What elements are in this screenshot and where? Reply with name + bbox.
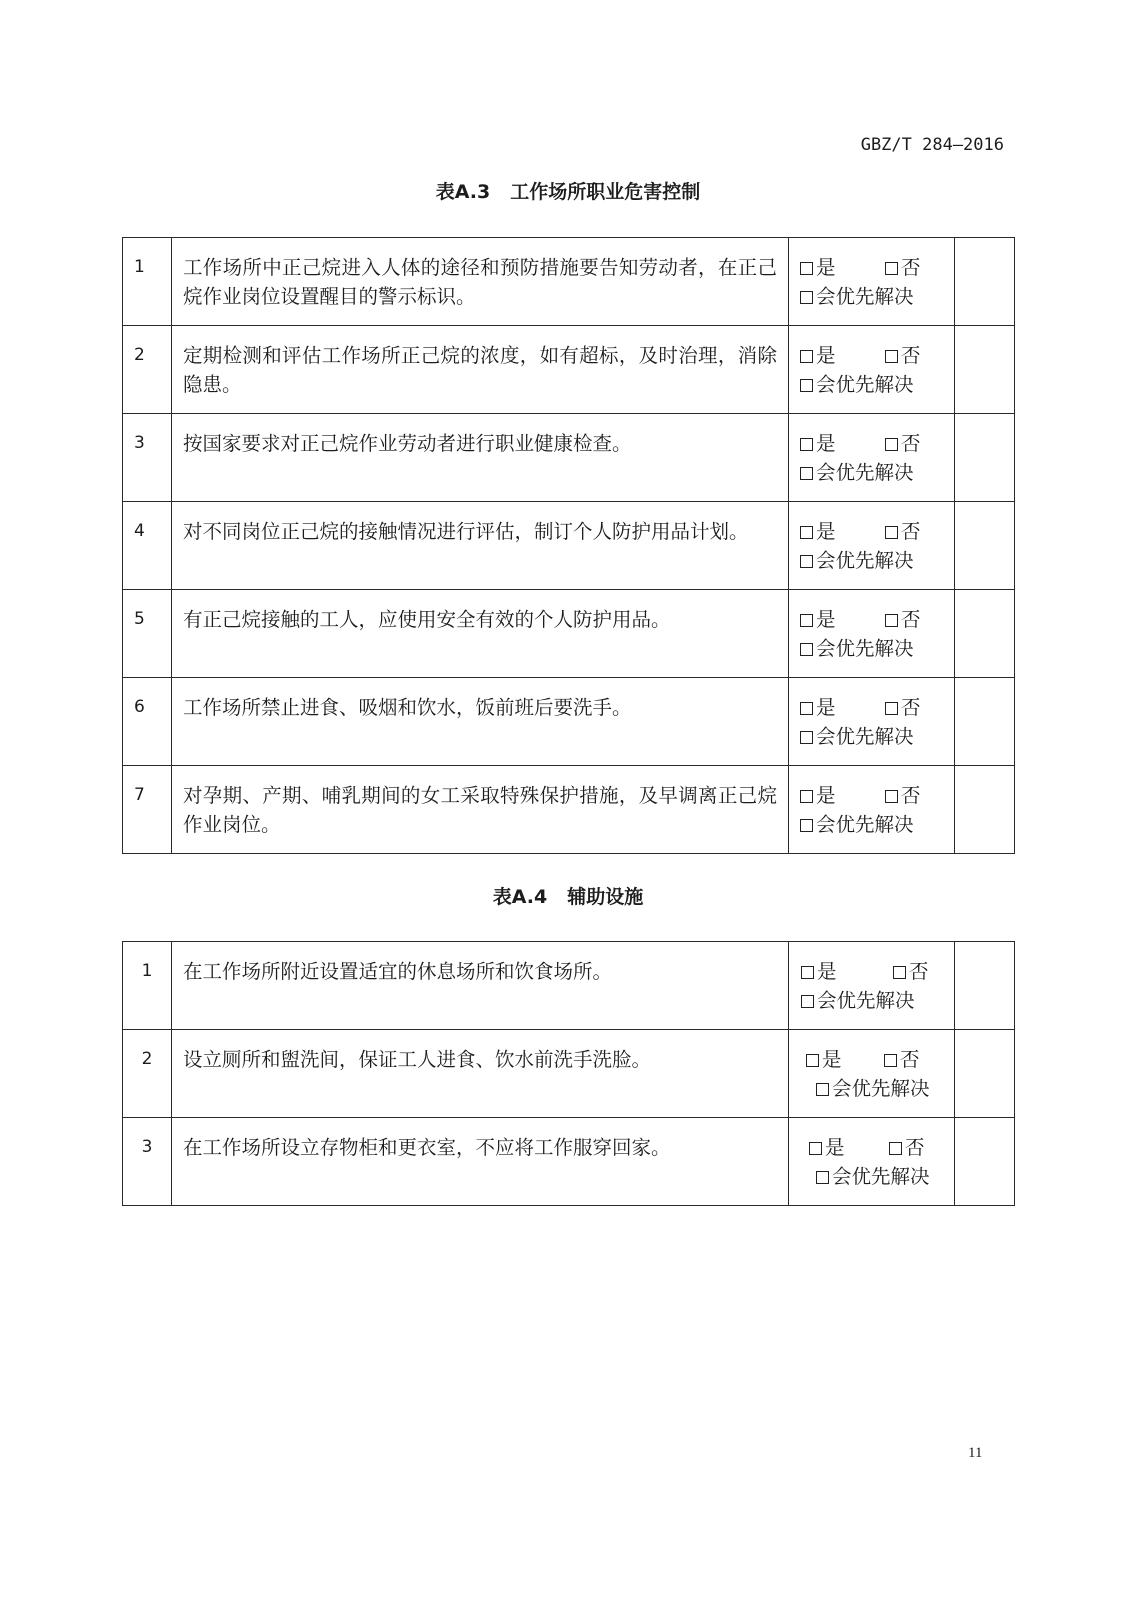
requirement-text: 对孕期、产期、哺乳期间的女工采取特殊保护措施，及早调离正己烷作业岗位。 <box>172 766 789 854</box>
table-a3-label: 表A.3 <box>435 181 491 203</box>
table-row <box>123 502 1015 590</box>
requirement-text: 有正己烷接触的工人，应使用安全有效的个人防护用品。 <box>172 590 789 678</box>
remarks-cell <box>955 590 1015 678</box>
option-priority[interactable] <box>816 1074 930 1103</box>
option-yes-label: 是 <box>816 520 836 543</box>
row-number: 3 <box>123 414 172 502</box>
requirement-text: 设立厕所和盥洗间，保证工人进食、饮水前洗手洗脸。 <box>172 1030 789 1118</box>
remarks-cell <box>955 414 1015 502</box>
checkbox[interactable] <box>800 379 813 392</box>
checkbox[interactable] <box>884 1054 897 1067</box>
row-number: 2 <box>123 1030 172 1118</box>
option-yes-label: 是 <box>817 960 837 983</box>
remarks-cell <box>955 1118 1015 1206</box>
option-yes[interactable] <box>800 605 836 634</box>
option-yes-label: 是 <box>816 784 836 807</box>
option-priority[interactable] <box>800 546 914 575</box>
option-priority-label: 会优先解决 <box>816 637 914 660</box>
requirement-text: 工作场所中正己烷进入人体的途径和预防措施要告知劳动者，在正己烷作业岗位设置醒目的警示标识。 <box>172 238 789 326</box>
hazard-control-table <box>122 237 1015 854</box>
checkbox[interactable] <box>885 614 898 627</box>
option-yes[interactable] <box>809 1133 845 1162</box>
row-number: 2 <box>123 326 172 414</box>
checkbox[interactable] <box>885 438 898 451</box>
remarks-cell <box>955 238 1015 326</box>
row-number: 5 <box>123 590 172 678</box>
remarks-cell <box>955 326 1015 414</box>
checkbox[interactable] <box>885 350 898 363</box>
option-priority[interactable] <box>800 722 914 751</box>
option-no[interactable] <box>889 1133 925 1162</box>
option-no[interactable] <box>885 429 921 458</box>
page-number: 11 <box>968 1445 983 1461</box>
answer-options <box>789 942 955 1030</box>
row-number: 1 <box>123 942 172 1030</box>
option-priority[interactable] <box>800 634 914 663</box>
option-no[interactable] <box>885 517 921 546</box>
requirement-text: 工作场所禁止进食、吸烟和饮水，饭前班后要洗手。 <box>172 678 789 766</box>
requirement-text: 按国家要求对正己烷作业劳动者进行职业健康检查。 <box>172 414 789 502</box>
option-yes[interactable] <box>800 693 836 722</box>
option-priority-label: 会优先解决 <box>816 373 914 396</box>
checkbox[interactable] <box>885 262 898 275</box>
option-yes[interactable] <box>800 517 836 546</box>
checkbox[interactable] <box>800 262 813 275</box>
option-no-label: 否 <box>900 1048 920 1071</box>
option-yes-label: 是 <box>816 256 836 279</box>
table-row <box>123 678 1015 766</box>
auxiliary-facilities-table <box>122 941 1015 1206</box>
option-priority[interactable] <box>800 810 914 839</box>
checkbox[interactable] <box>800 731 813 744</box>
checkbox[interactable] <box>800 438 813 451</box>
checkbox[interactable] <box>893 966 906 979</box>
option-yes-label: 是 <box>822 1048 842 1071</box>
option-yes[interactable] <box>806 1045 842 1074</box>
checkbox[interactable] <box>816 1083 829 1096</box>
checkbox[interactable] <box>800 614 813 627</box>
option-no[interactable] <box>885 605 921 634</box>
remarks-cell <box>955 766 1015 854</box>
option-no[interactable] <box>885 693 921 722</box>
option-priority[interactable] <box>800 458 914 487</box>
row-number: 3 <box>123 1118 172 1206</box>
requirement-text: 定期检测和评估工作场所正己烷的浓度，如有超标，及时治理，消除隐患。 <box>172 326 789 414</box>
table-row <box>123 590 1015 678</box>
option-no-label: 否 <box>901 696 921 719</box>
option-yes[interactable] <box>800 341 836 370</box>
row-number: 6 <box>123 678 172 766</box>
option-no[interactable] <box>885 253 921 282</box>
option-yes[interactable] <box>800 781 836 810</box>
answer-options <box>789 238 955 326</box>
remarks-cell <box>955 1030 1015 1118</box>
standard-code: GBZ/T 284—2016 <box>860 135 1004 155</box>
option-priority[interactable] <box>816 1162 930 1191</box>
answer-options <box>789 1030 955 1118</box>
option-yes[interactable] <box>800 253 836 282</box>
answer-options <box>789 766 955 854</box>
option-no[interactable] <box>893 957 929 986</box>
checkbox[interactable] <box>800 702 813 715</box>
option-priority[interactable] <box>800 282 914 311</box>
option-priority-label: 会优先解决 <box>816 725 914 748</box>
remarks-cell <box>955 678 1015 766</box>
option-yes-label: 是 <box>825 1136 845 1159</box>
option-yes-label: 是 <box>816 432 836 455</box>
option-no-label: 否 <box>901 432 921 455</box>
checkbox[interactable] <box>800 350 813 363</box>
option-priority-label: 会优先解决 <box>832 1077 930 1100</box>
option-yes[interactable] <box>801 957 837 986</box>
checkbox[interactable] <box>800 790 813 803</box>
requirement-text: 在工作场所附近设置适宜的休息场所和饮食场所。 <box>172 942 789 1030</box>
table-a4-label: 表A.4 <box>492 886 548 908</box>
checkbox[interactable] <box>801 995 814 1008</box>
answer-options <box>789 590 955 678</box>
option-no-label: 否 <box>901 608 921 631</box>
checkbox[interactable] <box>800 643 813 656</box>
option-no-label: 否 <box>901 784 921 807</box>
option-priority-label: 会优先解决 <box>832 1165 930 1188</box>
option-yes-label: 是 <box>816 344 836 367</box>
option-priority[interactable] <box>800 370 914 399</box>
checkbox[interactable] <box>816 1171 829 1184</box>
option-no-label: 否 <box>901 256 921 279</box>
checkbox[interactable] <box>885 790 898 803</box>
answer-options <box>789 326 955 414</box>
option-yes[interactable] <box>800 429 836 458</box>
answer-options <box>789 502 955 590</box>
option-priority-label: 会优先解决 <box>816 813 914 836</box>
option-no[interactable] <box>885 781 921 810</box>
table-row <box>123 326 1015 414</box>
requirement-text: 对不同岗位正己烷的接触情况进行评估，制订个人防护用品计划。 <box>172 502 789 590</box>
option-priority-label: 会优先解决 <box>816 285 914 308</box>
row-number: 7 <box>123 766 172 854</box>
option-no-label: 否 <box>901 344 921 367</box>
option-no-label: 否 <box>901 520 921 543</box>
row-number: 4 <box>123 502 172 590</box>
table-row <box>123 414 1015 502</box>
table-row <box>123 766 1015 854</box>
table-a3-title <box>122 180 1014 204</box>
table-a4-title <box>122 885 1014 909</box>
checkbox[interactable] <box>806 1054 819 1067</box>
option-no[interactable] <box>885 341 921 370</box>
option-no-label: 否 <box>905 1136 925 1159</box>
table-row <box>123 238 1015 326</box>
checkbox[interactable] <box>885 702 898 715</box>
option-yes-label: 是 <box>816 696 836 719</box>
table-row <box>123 1030 1015 1118</box>
table-row <box>123 942 1015 1030</box>
answer-options <box>789 1118 955 1206</box>
checkbox[interactable] <box>800 526 813 539</box>
checkbox[interactable] <box>800 555 813 568</box>
remarks-cell <box>955 502 1015 590</box>
table-row <box>123 1118 1015 1206</box>
checkbox[interactable] <box>800 467 813 480</box>
option-no-label: 否 <box>909 960 929 983</box>
row-number: 1 <box>123 238 172 326</box>
option-priority[interactable] <box>801 986 915 1015</box>
requirement-text: 在工作场所设立存物柜和更衣室，不应将工作服穿回家。 <box>172 1118 789 1206</box>
option-priority-label: 会优先解决 <box>817 989 915 1012</box>
checkbox[interactable] <box>885 526 898 539</box>
table-a3-name: 工作场所职业危害控制 <box>510 181 701 203</box>
checkbox[interactable] <box>889 1142 902 1155</box>
option-no[interactable] <box>884 1045 920 1074</box>
answer-options <box>789 414 955 502</box>
remarks-cell <box>955 942 1015 1030</box>
table-a4-name: 辅助设施 <box>567 886 644 908</box>
checkbox[interactable] <box>801 966 814 979</box>
checkbox[interactable] <box>800 291 813 304</box>
checkbox[interactable] <box>800 819 813 832</box>
answer-options <box>789 678 955 766</box>
option-priority-label: 会优先解决 <box>816 549 914 572</box>
option-priority-label: 会优先解决 <box>816 461 914 484</box>
checkbox[interactable] <box>809 1142 822 1155</box>
option-yes-label: 是 <box>816 608 836 631</box>
